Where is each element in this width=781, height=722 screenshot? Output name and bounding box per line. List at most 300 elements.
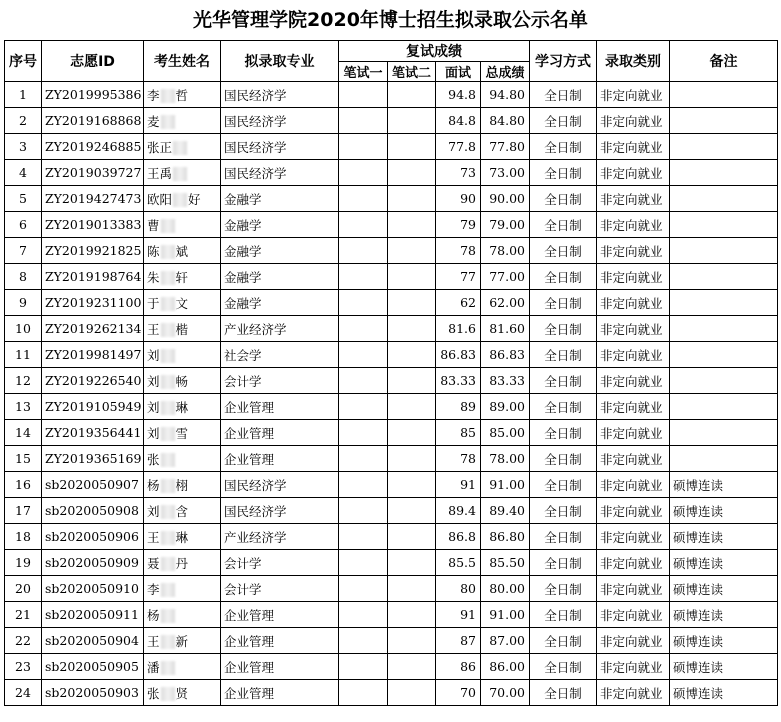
- cell-mode: 全日制: [530, 82, 597, 108]
- header-interview: 面试: [436, 62, 481, 82]
- cell-interview: 94.8: [436, 82, 481, 108]
- cell-category: 非定向就业: [597, 628, 670, 654]
- name-redaction-mask: [173, 141, 187, 155]
- cell-major: 企业管理: [221, 680, 339, 706]
- name-redaction-mask: [161, 349, 175, 363]
- cell-written1: [339, 576, 388, 602]
- cell-id: sb2020050907: [42, 472, 144, 498]
- cell-category: 非定向就业: [597, 186, 670, 212]
- cell-id: ZY2019198764: [42, 264, 144, 290]
- cell-id: sb2020050905: [42, 654, 144, 680]
- cell-category: 非定向就业: [597, 602, 670, 628]
- cell-interview: 62: [436, 290, 481, 316]
- cell-category: 非定向就业: [597, 394, 670, 420]
- cell-mode: 全日制: [530, 446, 597, 472]
- cell-written1: [339, 472, 388, 498]
- cell-id: ZY2019231100: [42, 290, 144, 316]
- name-last: 栩: [175, 477, 189, 493]
- cell-written1: [339, 394, 388, 420]
- cell-written2: [388, 342, 436, 368]
- cell-major: 国民经济学: [221, 472, 339, 498]
- name-last: 新: [175, 633, 189, 649]
- cell-mode: 全日制: [530, 342, 597, 368]
- cell-id: ZY2019039727: [42, 160, 144, 186]
- name-first: 刘: [147, 425, 160, 441]
- table-row: [5, 524, 778, 550]
- cell-interview: 91: [436, 602, 481, 628]
- cell-written2: [388, 394, 436, 420]
- table-row: [5, 654, 778, 680]
- cell-written2: [388, 602, 436, 628]
- cell-written2: [388, 290, 436, 316]
- cell-category: 非定向就业: [597, 576, 670, 602]
- cell-written2: [388, 368, 436, 394]
- cell-category: 非定向就业: [597, 420, 670, 446]
- cell-written2: [388, 550, 436, 576]
- cell-seq: 14: [5, 420, 42, 446]
- cell-written2: [388, 680, 436, 706]
- cell-interview: 79: [436, 212, 481, 238]
- cell-interview: 70: [436, 680, 481, 706]
- cell-written2: [388, 82, 436, 108]
- name-first: 刘: [147, 347, 160, 363]
- cell-major: 企业管理: [221, 654, 339, 680]
- cell-note: [670, 446, 778, 472]
- name-first: 朱: [147, 269, 160, 285]
- cell-written1: [339, 264, 388, 290]
- cell-interview: 86.8: [436, 524, 481, 550]
- cell-major: 企业管理: [221, 420, 339, 446]
- cell-name: [144, 654, 221, 680]
- cell-interview: 87: [436, 628, 481, 654]
- cell-interview: 77.8: [436, 134, 481, 160]
- name-first: 陈: [147, 243, 160, 259]
- cell-written1: [339, 498, 388, 524]
- table-row: [5, 264, 778, 290]
- cell-category: 非定向就业: [597, 498, 670, 524]
- cell-total: 84.80: [481, 108, 530, 134]
- cell-written1: [339, 550, 388, 576]
- cell-interview: 80: [436, 576, 481, 602]
- name-last: 轩: [175, 269, 189, 285]
- cell-seq: 22: [5, 628, 42, 654]
- name-last: 琳: [175, 529, 189, 545]
- cell-written2: [388, 628, 436, 654]
- cell-seq: 3: [5, 134, 42, 160]
- cell-interview: 78: [436, 446, 481, 472]
- header-note: 备注: [670, 41, 778, 82]
- cell-written2: [388, 524, 436, 550]
- cell-name: [144, 238, 221, 264]
- cell-major: 产业经济学: [221, 524, 339, 550]
- name-redaction-mask: [161, 531, 175, 545]
- name-redaction-mask: [161, 635, 175, 649]
- cell-seq: 10: [5, 316, 42, 342]
- cell-note: [670, 342, 778, 368]
- cell-note: [670, 134, 778, 160]
- cell-interview: 91: [436, 472, 481, 498]
- cell-mode: 全日制: [530, 420, 597, 446]
- name-redaction-mask: [161, 219, 175, 233]
- cell-total: 90.00: [481, 186, 530, 212]
- cell-interview: 84.8: [436, 108, 481, 134]
- cell-written1: [339, 82, 388, 108]
- cell-mode: 全日制: [530, 550, 597, 576]
- admission-table: [4, 40, 778, 706]
- student-name: [147, 450, 209, 468]
- name-first: 欧阳: [147, 191, 173, 207]
- cell-note: [670, 160, 778, 186]
- cell-written2: [388, 186, 436, 212]
- cell-name: [144, 498, 221, 524]
- cell-category: 非定向就业: [597, 524, 670, 550]
- cell-id: ZY2019168868: [42, 108, 144, 134]
- name-first: 杨: [147, 607, 160, 623]
- cell-note: 硕博连读: [670, 602, 778, 628]
- cell-total: 85.00: [481, 420, 530, 446]
- cell-id: sb2020050903: [42, 680, 144, 706]
- table-row: [5, 186, 778, 212]
- cell-mode: 全日制: [530, 394, 597, 420]
- cell-seq: 17: [5, 498, 42, 524]
- student-name: [147, 502, 209, 520]
- cell-mode: 全日制: [530, 108, 597, 134]
- cell-seq: 21: [5, 602, 42, 628]
- table-row: [5, 420, 778, 446]
- cell-total: 86.00: [481, 654, 530, 680]
- cell-seq: 4: [5, 160, 42, 186]
- cell-written1: [339, 524, 388, 550]
- cell-category: 非定向就业: [597, 550, 670, 576]
- header-seq: 序号: [5, 41, 42, 82]
- student-name: [147, 164, 209, 182]
- cell-major: 企业管理: [221, 446, 339, 472]
- cell-written1: [339, 238, 388, 264]
- name-first: 王: [147, 633, 160, 649]
- cell-name: [144, 82, 221, 108]
- cell-category: 非定向就业: [597, 238, 670, 264]
- student-name: [147, 372, 209, 390]
- cell-interview: 86: [436, 654, 481, 680]
- cell-mode: 全日制: [530, 160, 597, 186]
- cell-major: 国民经济学: [221, 134, 339, 160]
- cell-mode: 全日制: [530, 290, 597, 316]
- cell-name: [144, 420, 221, 446]
- cell-written1: [339, 628, 388, 654]
- student-name: [147, 606, 209, 624]
- cell-major: 会计学: [221, 550, 339, 576]
- cell-id: sb2020050909: [42, 550, 144, 576]
- name-redaction-mask: [161, 661, 175, 675]
- cell-written1: [339, 316, 388, 342]
- table-row: [5, 394, 778, 420]
- cell-major: 金融学: [221, 186, 339, 212]
- cell-total: 91.00: [481, 472, 530, 498]
- cell-mode: 全日制: [530, 524, 597, 550]
- name-first: 潘: [147, 659, 160, 675]
- header-mode: 学习方式: [530, 41, 597, 82]
- table-row: [5, 342, 778, 368]
- name-last: 好: [188, 191, 201, 207]
- cell-interview: 83.33: [436, 368, 481, 394]
- name-first: 张: [147, 685, 160, 701]
- table-row: [5, 160, 778, 186]
- name-last: 斌: [175, 243, 189, 259]
- name-redaction-mask: [161, 583, 175, 597]
- cell-id: ZY2019226540: [42, 368, 144, 394]
- cell-name: [144, 602, 221, 628]
- name-redaction-mask: [161, 427, 175, 441]
- cell-written1: [339, 654, 388, 680]
- cell-major: 国民经济学: [221, 160, 339, 186]
- cell-written1: [339, 368, 388, 394]
- student-name: [147, 398, 209, 416]
- cell-interview: 89.4: [436, 498, 481, 524]
- name-first: 聂: [147, 555, 160, 571]
- header-category: 录取类别: [597, 41, 670, 82]
- name-last: 含: [175, 503, 189, 519]
- cell-note: [670, 368, 778, 394]
- cell-name: [144, 394, 221, 420]
- cell-major: 企业管理: [221, 602, 339, 628]
- student-name: [147, 190, 209, 208]
- cell-category: 非定向就业: [597, 316, 670, 342]
- name-redaction-mask: [161, 609, 175, 623]
- student-name: [147, 528, 209, 546]
- cell-major: 金融学: [221, 212, 339, 238]
- cell-id: ZY2019246885: [42, 134, 144, 160]
- cell-note: 硕博连读: [670, 628, 778, 654]
- name-first: 麦: [147, 113, 160, 129]
- table-row: [5, 550, 778, 576]
- cell-major: 金融学: [221, 264, 339, 290]
- table-row: [5, 82, 778, 108]
- cell-written2: [388, 654, 436, 680]
- student-name: [147, 580, 209, 598]
- cell-note: 硕博连读: [670, 472, 778, 498]
- cell-note: 硕博连读: [670, 524, 778, 550]
- cell-seq: 20: [5, 576, 42, 602]
- name-last: 哲: [175, 87, 189, 103]
- cell-major: 金融学: [221, 290, 339, 316]
- student-name: [147, 138, 209, 156]
- table-row: [5, 238, 778, 264]
- cell-total: 77.80: [481, 134, 530, 160]
- cell-mode: 全日制: [530, 602, 597, 628]
- student-name: [147, 216, 209, 234]
- student-name: [147, 346, 209, 364]
- table-row: [5, 316, 778, 342]
- cell-name: [144, 264, 221, 290]
- cell-mode: 全日制: [530, 316, 597, 342]
- name-redaction-mask: [161, 115, 175, 129]
- cell-total: 80.00: [481, 576, 530, 602]
- cell-mode: 全日制: [530, 680, 597, 706]
- cell-id: ZY2019427473: [42, 186, 144, 212]
- cell-total: 89.00: [481, 394, 530, 420]
- cell-interview: 73: [436, 160, 481, 186]
- cell-total: 62.00: [481, 290, 530, 316]
- name-redaction-mask: [161, 453, 175, 467]
- cell-name: [144, 550, 221, 576]
- cell-name: [144, 472, 221, 498]
- cell-id: sb2020050910: [42, 576, 144, 602]
- cell-seq: 6: [5, 212, 42, 238]
- cell-note: [670, 290, 778, 316]
- student-name: [147, 320, 209, 338]
- cell-category: 非定向就业: [597, 264, 670, 290]
- cell-total: 81.60: [481, 316, 530, 342]
- cell-category: 非定向就业: [597, 654, 670, 680]
- cell-category: 非定向就业: [597, 212, 670, 238]
- cell-total: 73.00: [481, 160, 530, 186]
- table-row: [5, 628, 778, 654]
- name-first: 刘: [147, 503, 160, 519]
- name-redaction-mask: [173, 167, 187, 181]
- cell-seq: 23: [5, 654, 42, 680]
- name-redaction-mask: [161, 687, 175, 701]
- cell-written1: [339, 602, 388, 628]
- cell-written2: [388, 212, 436, 238]
- cell-total: 85.50: [481, 550, 530, 576]
- cell-note: [670, 394, 778, 420]
- page-title: 光华管理学院2020年博士招生拟录取公示名单: [193, 9, 588, 31]
- cell-total: 86.80: [481, 524, 530, 550]
- cell-written2: [388, 160, 436, 186]
- name-last: 琳: [175, 399, 189, 415]
- cell-name: [144, 108, 221, 134]
- name-first: 杨: [147, 477, 160, 493]
- cell-category: 非定向就业: [597, 160, 670, 186]
- name-first: 李: [147, 87, 160, 103]
- cell-total: 78.00: [481, 446, 530, 472]
- header-total: 总成绩: [481, 62, 530, 82]
- cell-mode: 全日制: [530, 238, 597, 264]
- cell-major: 国民经济学: [221, 82, 339, 108]
- cell-seq: 2: [5, 108, 42, 134]
- cell-seq: 24: [5, 680, 42, 706]
- cell-total: 77.00: [481, 264, 530, 290]
- cell-seq: 7: [5, 238, 42, 264]
- cell-id: ZY2019105949: [42, 394, 144, 420]
- cell-seq: 12: [5, 368, 42, 394]
- header-name: 考生姓名: [144, 41, 221, 82]
- cell-seq: 15: [5, 446, 42, 472]
- header-retest: 复试成绩: [339, 41, 530, 62]
- cell-name: [144, 368, 221, 394]
- cell-id: ZY2019013383: [42, 212, 144, 238]
- name-last: 楷: [175, 321, 189, 337]
- cell-total: 70.00: [481, 680, 530, 706]
- cell-category: 非定向就业: [597, 290, 670, 316]
- cell-seq: 11: [5, 342, 42, 368]
- cell-seq: 8: [5, 264, 42, 290]
- cell-mode: 全日制: [530, 654, 597, 680]
- name-first: 王禹: [147, 165, 173, 181]
- cell-total: 79.00: [481, 212, 530, 238]
- cell-id: ZY2019356441: [42, 420, 144, 446]
- cell-written1: [339, 108, 388, 134]
- cell-note: [670, 108, 778, 134]
- cell-seq: 13: [5, 394, 42, 420]
- table-row: [5, 290, 778, 316]
- cell-id: sb2020050908: [42, 498, 144, 524]
- cell-id: sb2020050911: [42, 602, 144, 628]
- cell-written2: [388, 264, 436, 290]
- student-name: [147, 554, 209, 572]
- cell-total: 94.80: [481, 82, 530, 108]
- cell-written2: [388, 108, 436, 134]
- cell-seq: 18: [5, 524, 42, 550]
- cell-interview: 89: [436, 394, 481, 420]
- student-name: [147, 86, 209, 104]
- cell-name: [144, 446, 221, 472]
- name-redaction-mask: [161, 297, 175, 311]
- table-row: [5, 108, 778, 134]
- cell-written1: [339, 342, 388, 368]
- cell-interview: 77: [436, 264, 481, 290]
- name-last: 丹: [175, 555, 189, 571]
- cell-note: [670, 238, 778, 264]
- cell-id: ZY2019262134: [42, 316, 144, 342]
- cell-name: [144, 342, 221, 368]
- name-first: 李: [147, 581, 160, 597]
- cell-note: [670, 264, 778, 290]
- cell-written2: [388, 316, 436, 342]
- name-redaction-mask: [161, 401, 175, 415]
- header-id: 志愿ID: [42, 41, 144, 82]
- cell-mode: 全日制: [530, 576, 597, 602]
- cell-written1: [339, 420, 388, 446]
- cell-note: 硕博连读: [670, 550, 778, 576]
- cell-major: 产业经济学: [221, 316, 339, 342]
- name-first: 张: [147, 451, 160, 467]
- name-redaction-mask: [161, 479, 175, 493]
- name-first: 于: [147, 295, 160, 311]
- cell-interview: 81.6: [436, 316, 481, 342]
- cell-seq: 19: [5, 550, 42, 576]
- table-header: [5, 41, 778, 82]
- cell-interview: 78: [436, 238, 481, 264]
- table-row: [5, 498, 778, 524]
- student-name: [147, 632, 209, 650]
- cell-id: sb2020050906: [42, 524, 144, 550]
- student-name: [147, 424, 209, 442]
- cell-major: 企业管理: [221, 628, 339, 654]
- cell-name: [144, 628, 221, 654]
- name-redaction-mask: [173, 193, 187, 207]
- student-name: [147, 242, 209, 260]
- cell-name: [144, 576, 221, 602]
- name-redaction-mask: [161, 505, 175, 519]
- cell-written1: [339, 160, 388, 186]
- name-redaction-mask: [161, 245, 175, 259]
- cell-category: 非定向就业: [597, 446, 670, 472]
- cell-category: 非定向就业: [597, 108, 670, 134]
- cell-id: ZY2019365169: [42, 446, 144, 472]
- cell-total: 91.00: [481, 602, 530, 628]
- table-row: [5, 134, 778, 160]
- name-first: 刘: [147, 373, 160, 389]
- cell-written2: [388, 134, 436, 160]
- cell-mode: 全日制: [530, 472, 597, 498]
- table-row: [5, 602, 778, 628]
- cell-name: [144, 290, 221, 316]
- cell-seq: 9: [5, 290, 42, 316]
- cell-name: [144, 134, 221, 160]
- cell-name: [144, 316, 221, 342]
- cell-total: 89.40: [481, 498, 530, 524]
